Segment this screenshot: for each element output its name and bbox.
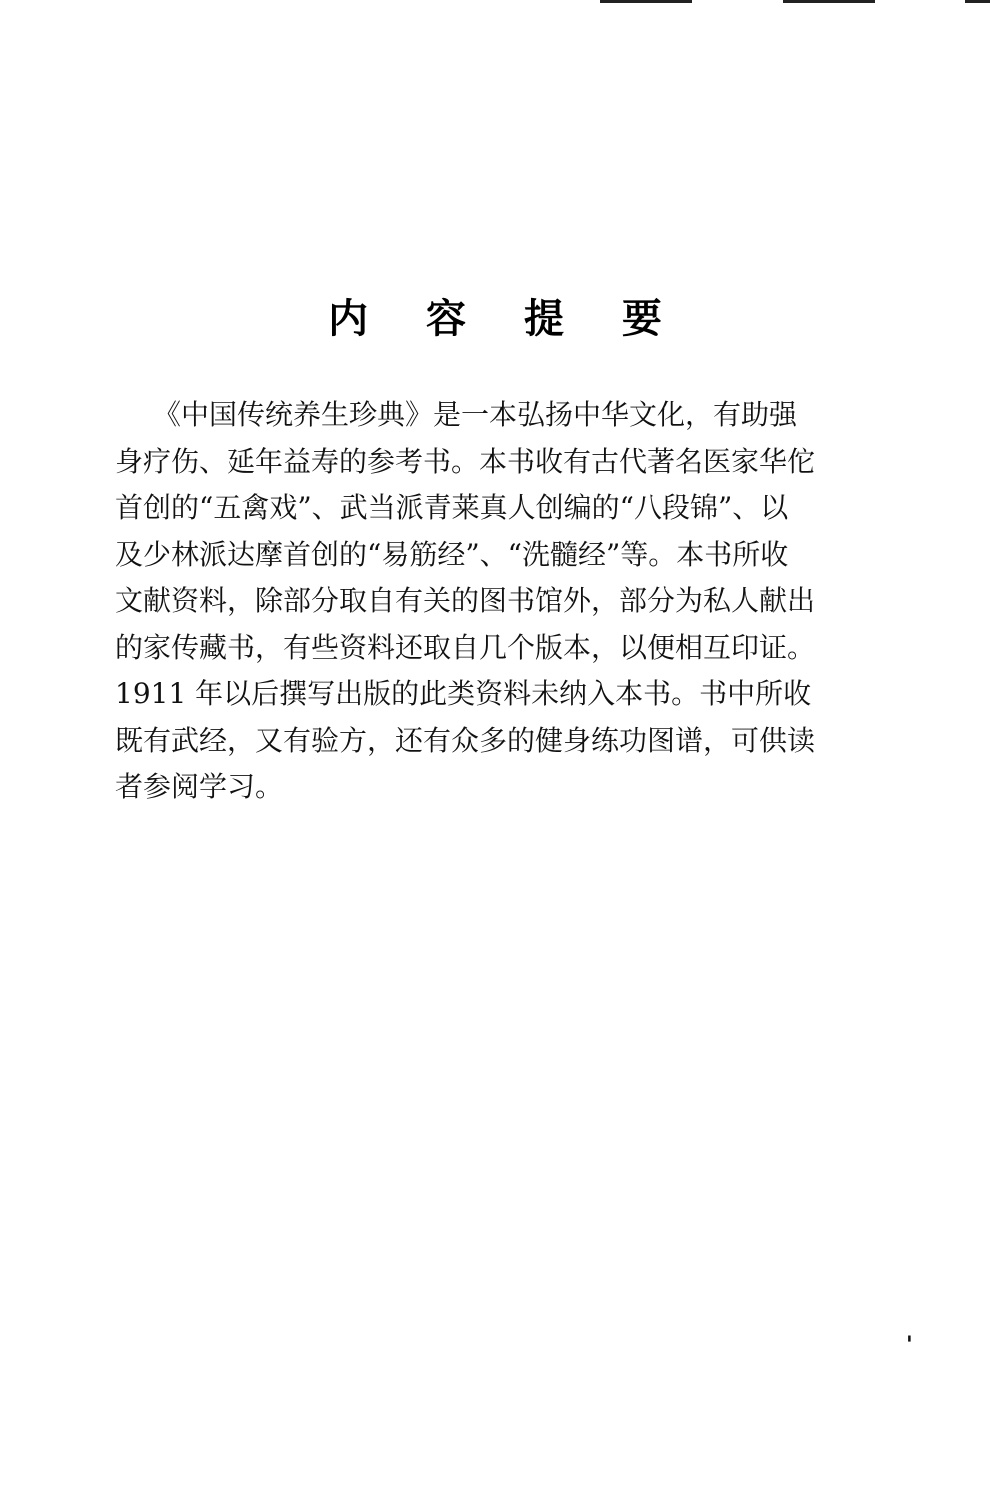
summary-line: 首创的“五禽戏”、武当派青莱真人创编的“八段锦”、以 [115, 491, 789, 524]
top-edge-rule-left [600, 0, 692, 3]
summary-line: 及少林派达摩首创的“易筋经”、“洗髓经”等。本书所收 [115, 537, 789, 571]
summary-paragraph [115, 392, 863, 811]
summary-line: 的家传藏书，有些资料还取自几个版本，以便相互印证。 [115, 630, 816, 664]
summary-line: 既有武经，又有验方，还有众多的健身练功图谱，可供读 [115, 723, 816, 757]
corner-mark: ' [906, 1332, 913, 1358]
summary-line: 者参阅学习。 [115, 770, 284, 803]
summary-line: 身疗伤、延年益寿的参考书。本书收有古代著名医家华佗 [115, 444, 816, 478]
page-title: 内 容 提 要 [328, 295, 684, 342]
summary-line: 《中国传统养生珍典》是一本弘扬中华文化，有助强 [153, 398, 798, 431]
summary-line: 文献资料，除部分取自有关的图书馆外，部分为私人献出 [115, 584, 816, 617]
top-edge-rule-middle [783, 0, 875, 3]
summary-line: 1911 年以后撰写出版的此类资料未纳入本书。书中所收 [115, 677, 812, 710]
top-edge-rule-right [965, 0, 990, 3]
